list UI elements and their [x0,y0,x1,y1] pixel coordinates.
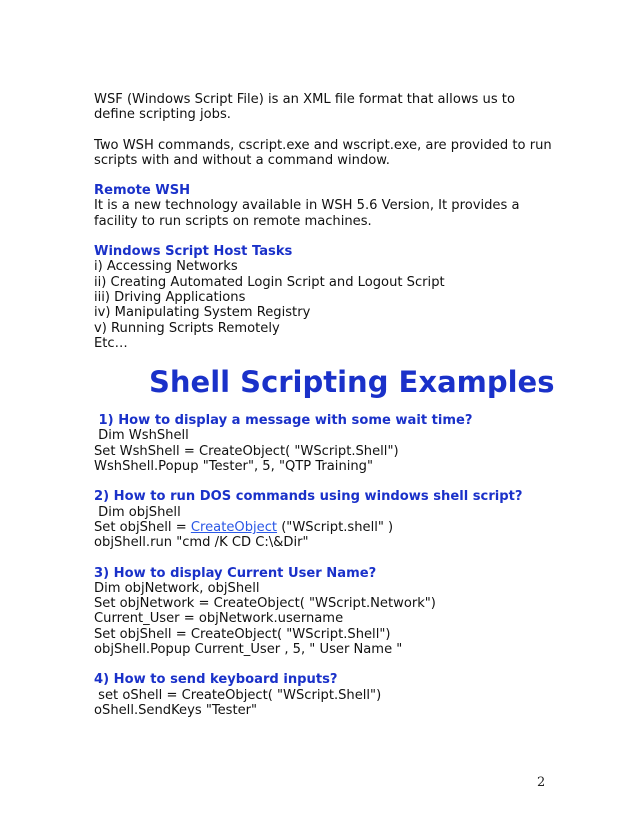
task-item: i) Accessing Networks [94,259,238,275]
code-line: Dim WshShell [94,428,189,444]
code-text: ("WScript.shell" ) [277,519,394,535]
example-1-heading: 1) How to display a message with some wait time? [94,413,473,429]
remote-line-1: It is a new technology available in WSH 5.6 Version, It provides a [94,198,520,214]
intro-line-2: define scripting jobs. [94,107,231,123]
example-2-heading: 2) How to run DOS commands using windows shell script? [94,489,523,505]
example-3-heading: 3) How to display Current User Name? [94,565,377,581]
page-content [94,92,564,718]
code-line-with-link [94,520,564,535]
code-line: objShell.Popup Current_User , 5, " User Name " [94,642,403,658]
task-item: v) Running Scripts Remotely [94,320,280,336]
code-line: Set WshShell = CreateObject( "WScript.Shell") [94,443,399,459]
task-item: iv) Manipulating System Registry [94,305,311,321]
code-line: Current_User = objNetwork.username [94,611,344,627]
tasks-heading: Windows Script Host Tasks [94,244,293,260]
section-title: Shell Scripting Examples [149,365,555,400]
commands-line-2: scripts with and without a command window. [94,152,390,168]
remote-wsh-heading: Remote WSH [94,183,191,199]
page-number: 2 [537,775,546,790]
example-4-heading: 4) How to send keyboard inputs? [94,672,338,688]
code-line: Set objNetwork = CreateObject( "WScript.Network") [94,596,436,612]
task-item: ii) Creating Automated Login Script and Logout Script [94,274,445,290]
intro-line-1: WSF (Windows Script File) is an XML file format that allows us to [94,92,515,107]
code-line: Set objShell = CreateObject( "WScript.Shell") [94,626,391,642]
createobject-link[interactable]: CreateObject [190,519,278,535]
commands-line-1: Two WSH commands, cscript.exe and wscript.exe, are provided to run [94,137,552,153]
code-line: objShell.run "cmd /K CD C:\&Dir" [94,535,309,551]
code-text: Set objShell = [94,519,191,535]
code-line: WshShell.Popup "Tester", 5, "QTP Training" [94,459,374,475]
remote-line-2: facility to run scripts on remote machines. [94,213,372,229]
code-line: set oShell = CreateObject( "WScript.Shell") [94,687,382,703]
code-line: Dim objNetwork, objShell [94,580,260,596]
code-line: oShell.SendKeys "Tester" [94,702,258,718]
task-item-etc: Etc… [94,335,128,351]
code-line: Dim objShell [94,504,181,520]
task-item: iii) Driving Applications [94,289,246,305]
